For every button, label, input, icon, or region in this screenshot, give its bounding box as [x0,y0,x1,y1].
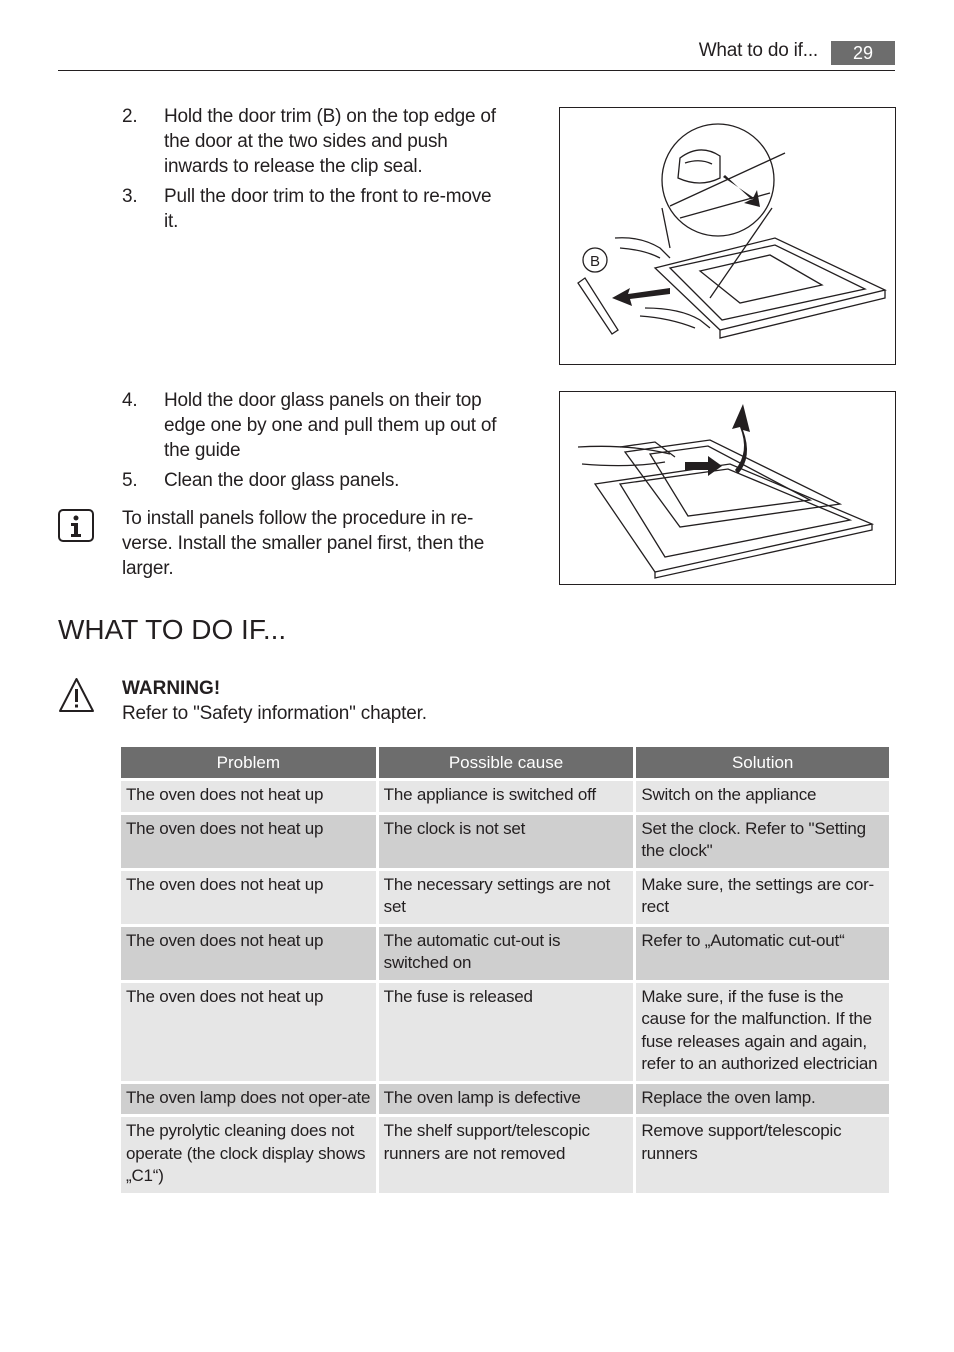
problem-cell: The oven does not heat up [121,983,376,1081]
step-number: 4. [122,390,138,411]
warning-text: Refer to "Safety information" chapter. [122,703,427,724]
warning-triangle-icon [58,677,95,714]
door-trim-drawing [560,108,895,364]
section-title: WHAT TO DO IF... [58,614,287,645]
column-header-problem: Problem [121,747,376,778]
table-row [121,815,889,868]
problem-cell: The oven does not heat up [121,927,376,980]
problem-cell: The oven does not heat up [121,871,376,924]
step-text: Clean the door glass panels. [164,470,400,491]
table-row [121,871,889,924]
glass-panel-drawing [560,392,895,584]
step-item [122,184,502,234]
step-number: 3. [122,186,138,207]
cause-cell: The shelf support/telescopic runners are not removed [379,1117,634,1193]
step-item [122,468,502,493]
glass-panel-illustration [559,391,896,585]
step-text: Hold the door glass panels on their top edge one by one and pull them up out of the guide [164,390,497,461]
cause-cell: The appliance is switched off [379,781,634,812]
callout-label: B [589,253,601,270]
problem-cell: The oven does not heat up [121,781,376,812]
solution-cell: Make sure, the settings are cor-rect [636,871,889,924]
step-item [122,388,502,463]
column-header-solution: Solution [636,747,889,778]
steps-list-a [122,104,502,239]
cause-cell: The oven lamp is defective [379,1084,634,1115]
step-number: 2. [122,106,138,127]
solution-cell: Set the clock. Refer to "Setting the clock" [636,815,889,868]
solution-cell: Refer to „Automatic cut-out“ [636,927,889,980]
door-trim-illustration [559,107,896,365]
table-row [121,1117,889,1193]
solution-cell: Switch on the appliance [636,781,889,812]
table-row [121,927,889,980]
solution-cell: Remove support/telescopic runners [636,1117,889,1193]
problem-cell: The oven does not heat up [121,815,376,868]
info-icon [58,509,94,542]
install-note: To install panels follow the procedure in re-verse. Install the smaller panel first, then the larger. [122,508,485,579]
troubleshooting-table [118,744,892,1196]
step-text: Pull the door trim to the front to re-move it. [164,186,492,232]
solution-cell: Make sure, if the fuse is the cause for the malfunction. If the fuse releases again and again, refer to an authorized electrician [636,983,889,1081]
running-header: What to do if... [698,40,818,61]
cause-cell: The automatic cut-out is switched on [379,927,634,980]
table-row [121,983,889,1081]
solution-cell: Replace the oven lamp. [636,1084,889,1115]
cause-cell: The clock is not set [379,815,634,868]
problem-cell: The pyrolytic cleaning does not operate (the clock display shows „C1“) [121,1117,376,1193]
cause-cell: The fuse is released [379,983,634,1081]
step-item [122,104,502,179]
problem-cell: The oven lamp does not oper-ate [121,1084,376,1115]
cause-cell: The necessary settings are not set [379,871,634,924]
column-header-cause: Possible cause [379,747,634,778]
header-rule [58,70,895,71]
page-number: 29 [831,41,895,65]
step-text: Hold the door trim (B) on the top edge of the door at the two sides and push inwards to release the clip seal. [164,106,496,177]
table-header-row [121,747,889,778]
steps-list-b [122,388,502,498]
warning-label: WARNING! [122,678,221,699]
step-number: 5. [122,470,138,491]
table-row [121,781,889,812]
table-row [121,1084,889,1115]
